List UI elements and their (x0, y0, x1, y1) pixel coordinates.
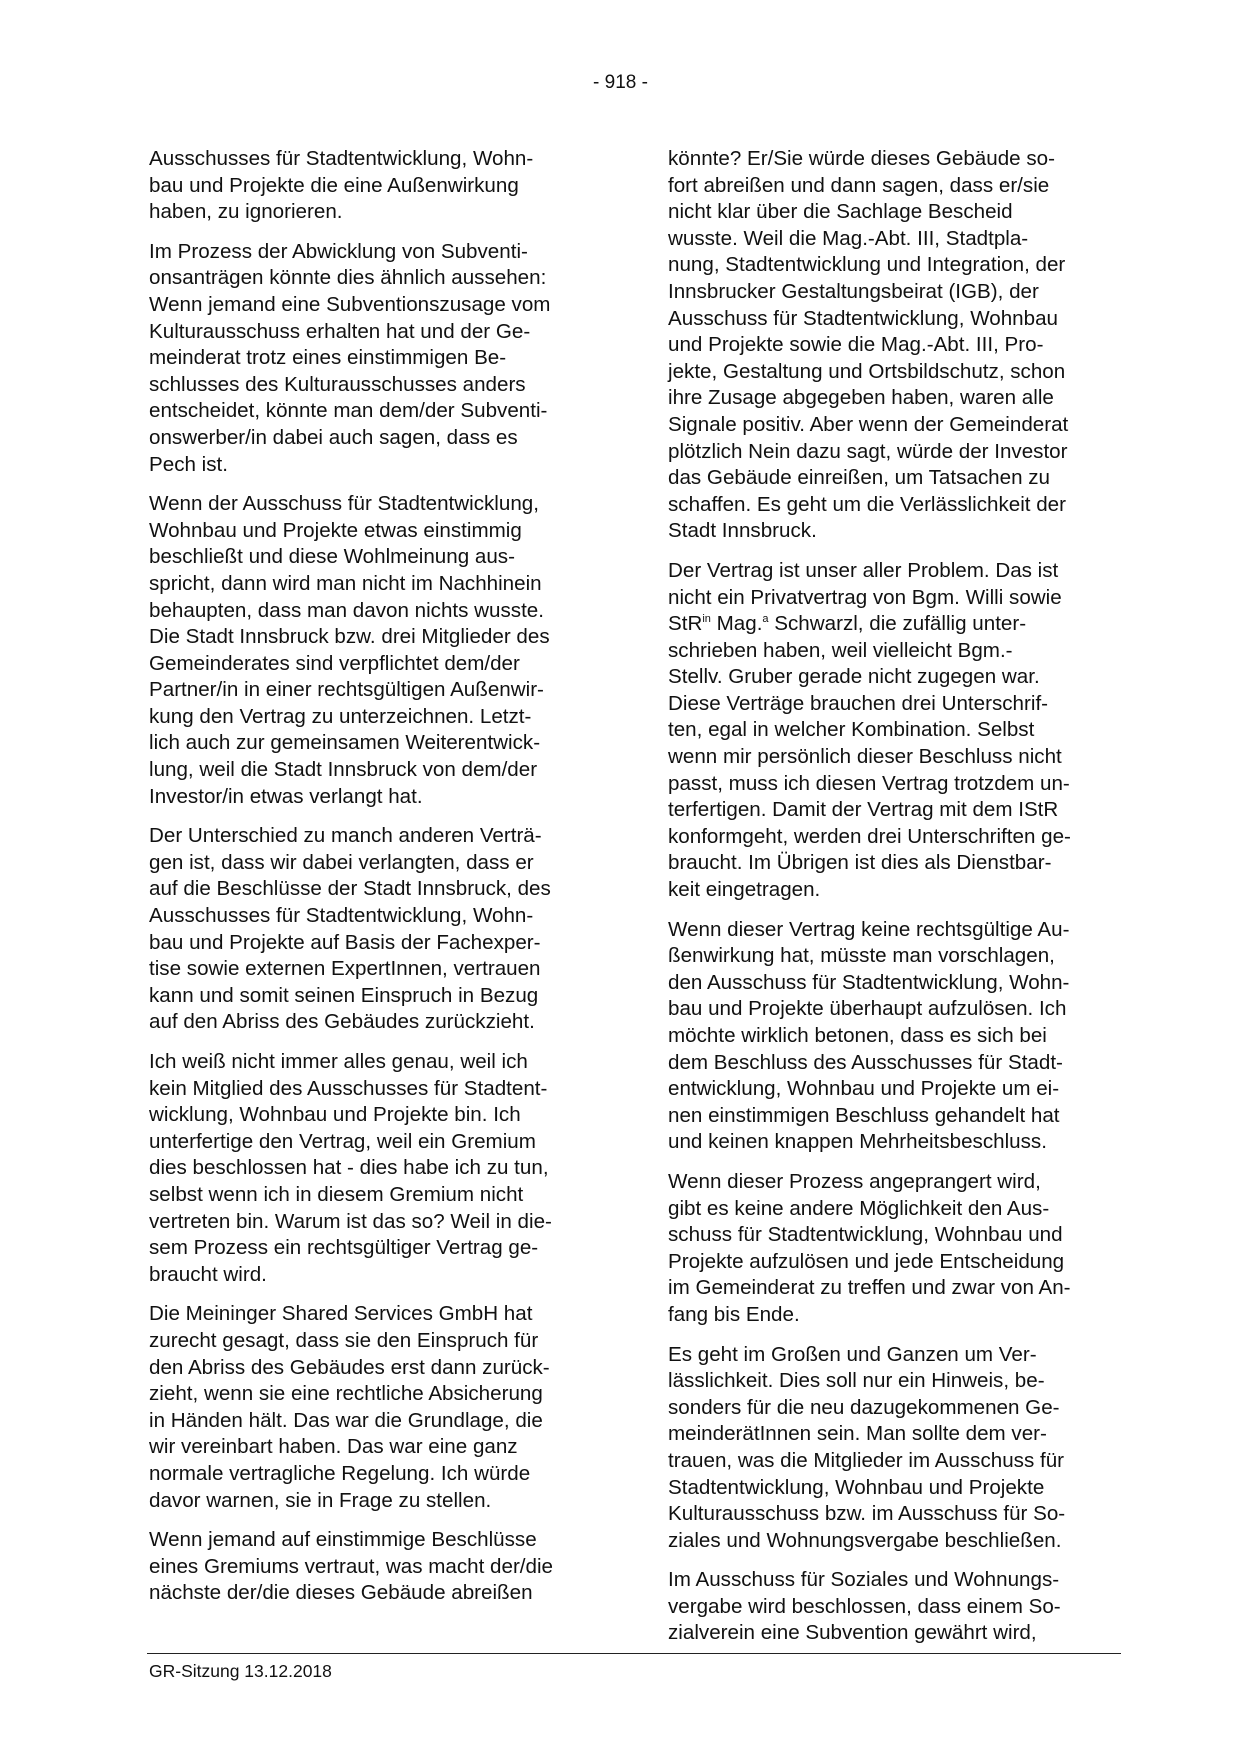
text-line: Ausschuss für Stadtentwicklung, Wohnbau (668, 306, 1058, 330)
text-line: davor warnen, sie in Frage zu stellen. (149, 1488, 492, 1512)
text-line: den Ausschuss für Stadtentwicklung, Wohn- (668, 970, 1070, 994)
text-line: trauen, was die Mitglieder im Ausschuss für (668, 1448, 1065, 1472)
text-line: fang bis Ende. (668, 1302, 800, 1326)
text-line: ziales und Wohnungsvergabe beschließen. (668, 1528, 1062, 1552)
text-line: Ausschusses für Stadtentwicklung, Wohn- (149, 147, 534, 170)
text-line: wir vereinbart haben. Das war eine ganz (149, 1435, 518, 1459)
text-line: Signale positiv. Aber wenn der Gemeinderat (668, 412, 1069, 436)
text-line: nicht ein Privatvertrag von Bgm. Willi sowie (668, 585, 1062, 609)
text-fragment: StR (668, 612, 703, 636)
text-line: meinderätInnen sein. Man sollte dem ver- (668, 1422, 1047, 1446)
text-line: Stadt Innsbruck. (668, 519, 817, 543)
text-line: wicklung, Wohnbau und Projekte bin. Ich (149, 1103, 521, 1127)
text-line: Stellv. Gruber gerade nicht zugegen war. (668, 665, 1040, 689)
text-line: ten, egal in welcher Kombination. Selbst (668, 718, 1035, 742)
text-line: konformgeht, werden drei Unterschriften ge- (668, 824, 1071, 848)
page-number: - 918 - (593, 72, 648, 93)
text-line: onsanträgen könnte dies ähnlich aussehen: (149, 266, 547, 290)
text-line: vertreten bin. Warum ist das so? Weil in die- (149, 1209, 552, 1233)
text-line: vergabe wird beschlossen, dass einem So- (668, 1594, 1061, 1618)
text-line: Gemeinderates sind verpflichtet dem/der (149, 651, 520, 675)
paragraph (668, 558, 1120, 904)
text-line: Investor/in etwas verlangt hat. (149, 784, 423, 808)
text-line: lässlichkeit. Dies soll nur ein Hinweis, be- (668, 1369, 1045, 1393)
paragraph (668, 917, 1120, 1156)
text-line: passt, muss ich diesen Vertrag trotzdem un- (668, 771, 1070, 795)
superscript: a (762, 613, 769, 626)
text-line: normale vertragliche Regelung. Ich würde (149, 1461, 531, 1485)
paragraph (668, 1169, 1120, 1329)
text-line: schrieben haben, weil vielleicht Bgm.- (668, 638, 1013, 662)
text-line: zieht, wenn sie eine rechtliche Absicherung (149, 1382, 543, 1406)
text-line: fort abreißen und dann sagen, dass er/sie (668, 173, 1050, 197)
text-line: schuss für Stadtentwicklung, Wohnbau und (668, 1223, 1063, 1247)
paragraph (668, 1342, 1120, 1555)
text-line: in Händen hält. Das war die Grundlage, die (149, 1408, 543, 1432)
left-column (149, 146, 601, 1620)
text-line: eines Gremiums vertraut, was macht der/die (149, 1554, 554, 1578)
text-line: kung den Vertrag zu unterzeichnen. Letzt- (149, 704, 532, 728)
text-line: Wenn jemand eine Subventionszusage vom (149, 292, 551, 316)
text-line: den Abriss des Gebäudes erst dann zurück- (149, 1355, 550, 1379)
text-fragment: Schwarzl, die zufällig unter- (768, 612, 1027, 636)
text-line: Im Ausschuss für Soziales und Wohnungs- (668, 1568, 1060, 1592)
text-line: Diese Verträge brauchen drei Unterschrif- (668, 691, 1049, 715)
text-line: keit eingetragen. (668, 878, 821, 902)
text-line: spricht, dann wird man nicht im Nachhinein (149, 571, 542, 595)
paragraph (149, 239, 601, 478)
text-line: lich auch zur gemeinsamen Weiterentwick- (149, 731, 541, 755)
paragraph (149, 823, 601, 1036)
text-line: und Projekte sowie die Mag.-Abt. III, Pro- (668, 333, 1044, 357)
text-line: zialverein eine Subvention gewährt wird, (668, 1621, 1037, 1645)
text-line: braucht wird. (149, 1262, 267, 1286)
text-line: unterfertige den Vertrag, weil ein Gremium (149, 1129, 536, 1153)
text-line: meinderat trotz eines einstimmigen Be- (149, 346, 507, 370)
paragraph (149, 146, 601, 226)
text-line: lung, weil die Stadt Innsbruck von dem/der (149, 758, 538, 782)
text-line: kein Mitglied des Ausschusses für Stadtent- (149, 1076, 548, 1100)
text-line-with-superscript (668, 611, 1120, 638)
text-line: Wenn jemand auf einstimmige Beschlüsse (149, 1528, 537, 1552)
text-line: dies beschlossen hat - dies habe ich zu tun, (149, 1156, 549, 1180)
text-line: im Gemeinderat zu treffen und zwar von An- (668, 1276, 1071, 1300)
paragraph (668, 1567, 1120, 1647)
text-line: Wenn dieser Vertrag keine rechtsgültige Au- (668, 917, 1070, 941)
text-line: Projekte aufzulösen und jede Entscheidung (668, 1249, 1065, 1273)
text-line: Es geht im Großen und Ganzen um Ver- (668, 1342, 1037, 1366)
text-line: Ich weiß nicht immer alles genau, weil ich (149, 1050, 528, 1073)
text-line: Kulturausschuss bzw. im Ausschuss für So- (668, 1502, 1066, 1526)
text-line: nächste der/die dieses Gebäude abreißen (149, 1581, 533, 1605)
text-line: schaffen. Es geht um die Verlässlichkeit der (668, 492, 1066, 516)
footer-divider (147, 1653, 1121, 1654)
text-line: bau und Projekte überhaupt aufzulösen. Ich (668, 997, 1067, 1021)
text-line: jekte, Gestaltung und Ortsbildschutz, schon (668, 359, 1066, 383)
paragraph (668, 146, 1120, 545)
text-line: Stadtentwicklung, Wohnbau und Projekte (668, 1475, 1045, 1499)
text-line: könnte? Er/Sie würde dieses Gebäude so- (668, 147, 1055, 170)
text-line: entscheidet, könnte man dem/der Subventi- (149, 399, 548, 423)
paragraph (149, 1301, 601, 1514)
text-line: Der Vertrag ist unser aller Problem. Das ist (668, 558, 1059, 582)
text-line: Im Prozess der Abwicklung von Subventi- (149, 239, 528, 263)
text-line: nen einstimmigen Beschluss gehandelt hat (668, 1103, 1060, 1127)
text-line: nicht klar über die Sachlage Bescheid (668, 200, 1013, 224)
superscript: in (702, 613, 711, 626)
text-line: schlusses des Kulturausschusses anders (149, 372, 526, 396)
text-line: ßenwirkung hat, müsste man vorschlagen, (668, 944, 1055, 968)
paragraph (149, 1049, 601, 1288)
text-line: auf den Abriss des Gebäudes zurückzieht. (149, 1010, 535, 1034)
text-line: wenn mir persönlich dieser Beschluss nicht (668, 745, 1062, 769)
text-line: ihre Zusage abgegeben haben, waren alle (668, 386, 1054, 410)
text-line: selbst wenn ich in diesem Gremium nicht (149, 1182, 524, 1206)
text-line: bau und Projekte die eine Außenwirkung (149, 173, 519, 197)
text-line: kann und somit seinen Einspruch in Bezug (149, 983, 539, 1007)
text-line: plötzlich Nein dazu sagt, würde der Investor (668, 439, 1068, 463)
text-line: nung, Stadtentwicklung und Integration, der (668, 253, 1066, 277)
text-line: bau und Projekte auf Basis der Fachexper- (149, 930, 541, 954)
text-line: Die Meininger Shared Services GmbH hat (149, 1302, 533, 1326)
text-line: möchte wirklich betonen, dass es sich bei (668, 1024, 1047, 1047)
text-line: Partner/in in einer rechtsgültigen Außenwir- (149, 678, 544, 702)
paragraph (149, 491, 601, 810)
paragraph (149, 1527, 601, 1607)
text-line: tise sowie externen ExpertInnen, vertrauen (149, 957, 541, 981)
text-line: zurecht gesagt, dass sie den Einspruch für (149, 1328, 539, 1352)
text-line: terfertigen. Damit der Vertrag mit dem IStR (668, 798, 1059, 822)
text-line: auf die Beschlüsse der Stadt Innsbruck, des (149, 877, 551, 901)
footer-session-date: GR-Sitzung 13.12.2018 (149, 1661, 332, 1681)
text-line: Der Unterschied zu manch anderen Verträ- (149, 824, 542, 848)
text-line: Ausschusses für Stadtentwicklung, Wohn- (149, 904, 534, 928)
text-line: Die Stadt Innsbruck bzw. drei Mitglieder des (149, 625, 550, 649)
text-line: dem Beschluss des Ausschusses für Stadt- (668, 1050, 1063, 1074)
text-line: sonders für die neu dazugekommenen Ge- (668, 1395, 1060, 1419)
text-line: Wenn dieser Prozess angeprangert wird, (668, 1169, 1041, 1193)
text-line: das Gebäude einreißen, um Tatsachen zu (668, 466, 1050, 490)
text-fragment: Mag. (710, 612, 763, 636)
text-line: onswerber/in dabei auch sagen, dass es (149, 425, 518, 449)
text-line: und keinen knappen Mehrheitsbeschluss. (668, 1130, 1047, 1154)
text-line: behaupten, dass man davon nichts wusste. (149, 598, 544, 622)
text-line: Kulturausschuss erhalten hat und der Ge- (149, 319, 531, 343)
text-line: haben, zu ignorieren. (149, 200, 343, 224)
text-line: Wenn der Ausschuss für Stadtentwicklung, (149, 492, 539, 516)
text-line: Pech ist. (149, 452, 228, 476)
text-line: entwicklung, Wohnbau und Projekte um ei- (668, 1077, 1060, 1101)
text-line: gen ist, dass wir dabei verlangten, dass er (149, 850, 534, 874)
text-line: beschließt und diese Wohlmeinung aus- (149, 545, 515, 569)
text-line: braucht. Im Übrigen ist dies als Dienstbar- (668, 851, 1052, 875)
right-column (668, 146, 1120, 1660)
text-line: sem Prozess ein rechtsgültiger Vertrag ge- (149, 1236, 539, 1260)
text-line: Wohnbau und Projekte etwas einstimmig (149, 518, 522, 542)
text-line: Innsbrucker Gestaltungsbeirat (IGB), der (668, 279, 1039, 303)
text-line: wusste. Weil die Mag.-Abt. III, Stadtpla- (668, 226, 1029, 250)
text-line: gibt es keine andere Möglichkeit den Aus- (668, 1196, 1050, 1220)
